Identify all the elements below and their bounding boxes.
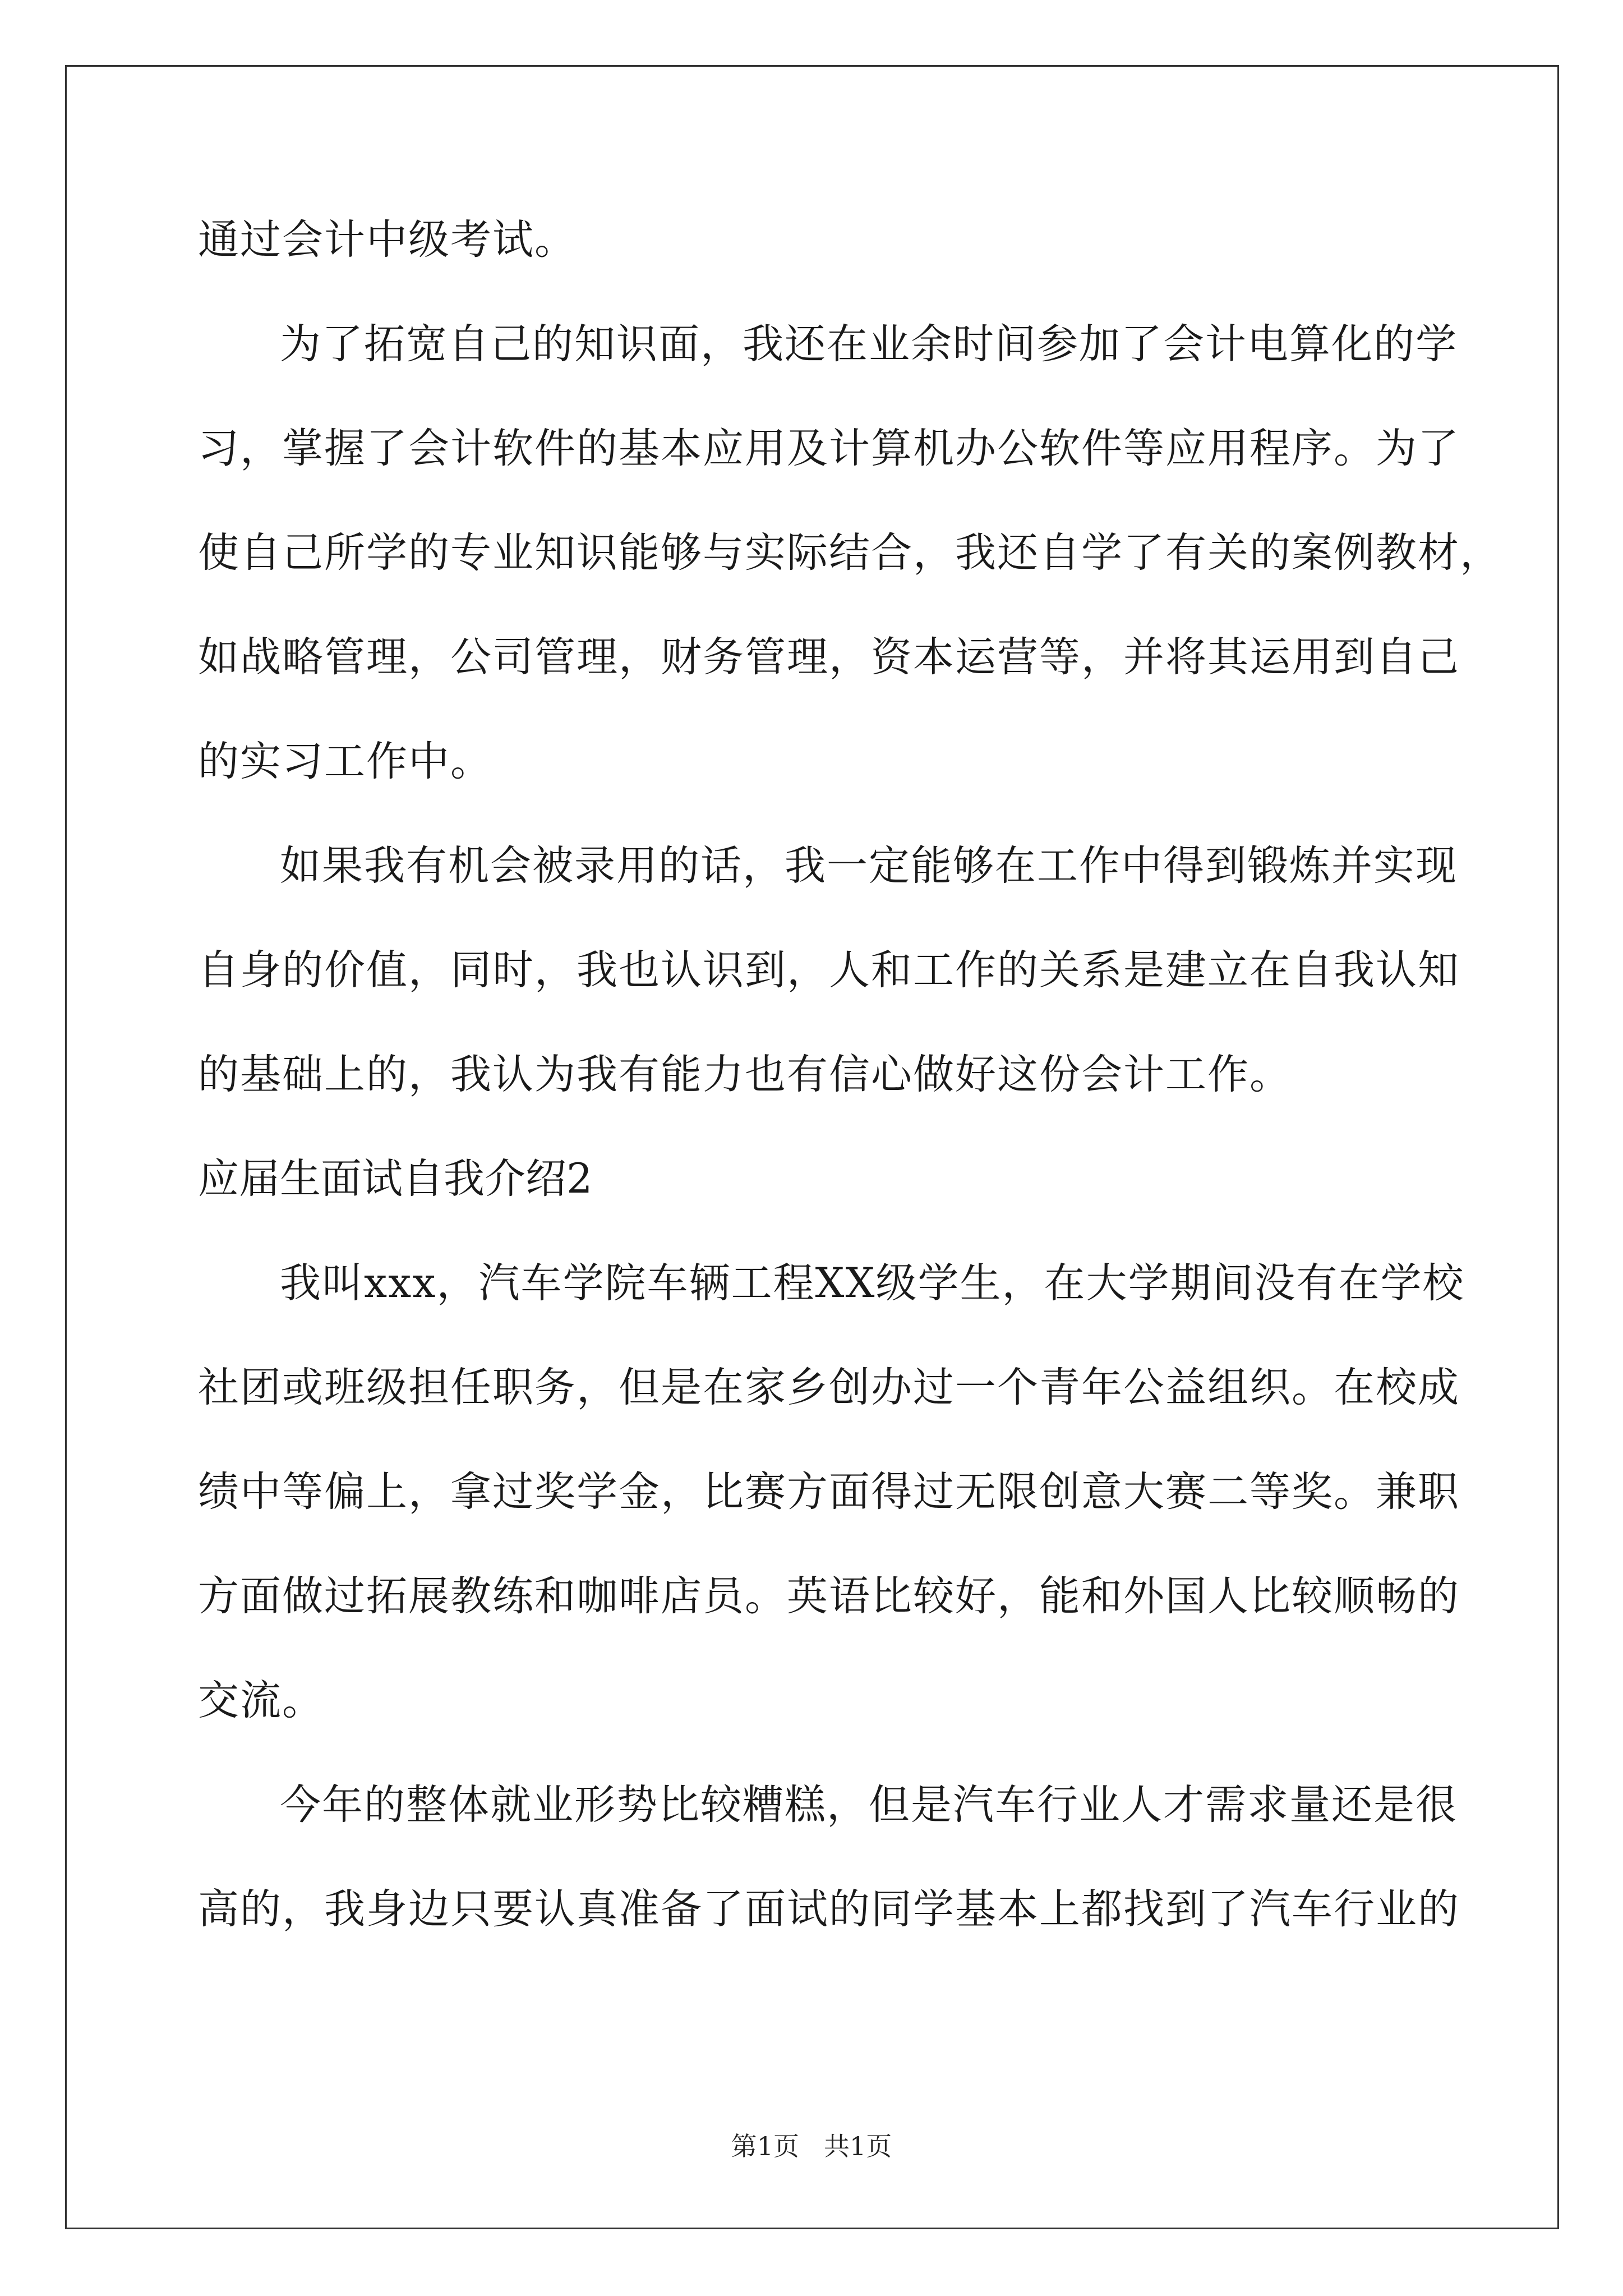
paragraph-line: 社团或班级担任职务，但是在家乡创办过一个青年公益组织。在校成	[198, 1364, 1460, 1411]
paragraph-line: 绩中等偏上，拿过奖学金，比赛方面得过无限创意大赛二等奖。兼职	[198, 1468, 1460, 1516]
paragraph-line: 通过会计中级考试。	[198, 216, 577, 264]
page-footer	[0, 2126, 1623, 2163]
paragraph-line: 的实习工作中。	[198, 738, 492, 785]
paragraph-line: 的基础上的，我认为我有能力也有信心做好这份会计工作。	[198, 1051, 1292, 1098]
document-text	[198, 188, 1502, 1962]
paragraph-line: 为了拓宽自己的知识面，我还在业余时间参加了会计电算化的学	[280, 320, 1458, 368]
section-heading: 应届生面试自我介绍2	[198, 1155, 593, 1203]
paragraph-line: 自身的价值，同时，我也认识到，人和工作的关系是建立在自我认知	[198, 946, 1460, 994]
paragraph-line: 习，掌握了会计软件的基本应用及计算机办公软件等应用程序。为了	[198, 425, 1460, 472]
paragraph-line: 如果我有机会被录用的话，我一定能够在工作中得到锻炼并实现	[280, 842, 1458, 890]
page-number: 第1页	[731, 2131, 800, 2161]
paragraph-line: 如战略管理，公司管理，财务管理，资本运营等，并将其运用到自己	[198, 633, 1460, 681]
paragraph-line: 方面做过拓展教练和咖啡店员。英语比较好，能和外国人比较顺畅的	[198, 1572, 1460, 1620]
paragraph-line: 今年的整体就业形势比较糟糕，但是汽车行业人才需求量还是很	[280, 1781, 1458, 1829]
paragraph-line: 高的，我身边只要认真准备了面试的同学基本上都找到了汽车行业的	[198, 1885, 1460, 1933]
page-total: 共1页	[823, 2131, 892, 2161]
paragraph-line: 使自己所学的专业知识能够与实际结合，我还自学了有关的案例教材，	[198, 529, 1502, 577]
paragraph-line: 交流。	[198, 1677, 324, 1724]
paragraph-line: 我叫xxx，汽车学院车辆工程XX级学生，在大学期间没有在学校	[280, 1259, 1465, 1307]
